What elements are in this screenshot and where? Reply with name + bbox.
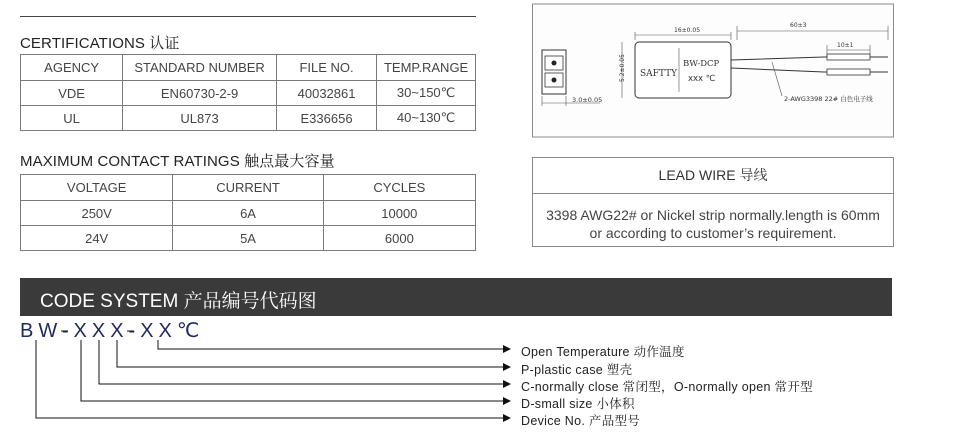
cell-current: 5A	[173, 226, 323, 251]
lead-wire-text: 3398 AWG22# or Nickel strip normally.length is 60mm or according to customer’s requirement.	[546, 207, 880, 241]
legend-small-size: D-small size 小体积	[521, 397, 635, 411]
arrow-open-temperature	[158, 340, 510, 349]
table-row	[21, 106, 476, 131]
cell-voltage: 24V	[21, 226, 173, 251]
cell-standard: EN60730-2-9	[123, 81, 277, 106]
dim-thickness: 3.0±0.05	[572, 96, 603, 104]
header-agency: AGENCY	[21, 55, 123, 81]
wire-strip	[827, 54, 870, 60]
cell-cycles: 6000	[323, 226, 475, 251]
dim-width: 16±0.05	[674, 27, 701, 34]
header-temp-range: TEMP.RANGE	[377, 55, 476, 81]
table-header-row	[21, 55, 476, 81]
top-divider-left	[20, 16, 476, 17]
cell-temp-range: 30~150℃	[377, 81, 476, 106]
dim-height: 5.2±0.05	[619, 54, 626, 82]
lead-wire-title: LEAD WIRE 导线	[533, 158, 893, 194]
header-file-no: FILE NO.	[276, 55, 376, 81]
cell-file-no: E336656	[276, 106, 376, 131]
body-marking-brand: SAFTTY	[640, 69, 678, 79]
header-current: CURRENT	[173, 175, 323, 201]
terminal-dot	[552, 61, 557, 66]
arrow-plastic-case	[117, 340, 510, 367]
arrow-contact-type	[99, 340, 510, 384]
table-row	[21, 81, 476, 106]
cell-agency: VDE	[21, 81, 123, 106]
header-voltage: VOLTAGE	[21, 175, 173, 201]
legend-device-no: Device No. 产品型号	[521, 414, 641, 428]
cell-voltage: 250V	[21, 201, 173, 226]
table-header-row	[21, 175, 476, 201]
wire-note: 2-AWG3398 22# 白色电子线	[784, 95, 873, 103]
header-standard-number: STANDARD NUMBER	[123, 55, 277, 81]
cell-file-no: 40032861	[276, 81, 376, 106]
wire-strip	[827, 69, 870, 75]
technical-drawing	[532, 0, 894, 138]
lead-wire-box	[532, 157, 894, 247]
certifications-table	[20, 54, 476, 131]
legend-contact-type: C-normally close 常闭型，O-normally open 常开型	[521, 380, 813, 394]
header-cycles: CYCLES	[323, 175, 475, 201]
dim-strip: 10±1	[837, 42, 854, 49]
code-string: BW-XXX-XX℃	[20, 320, 205, 342]
arrow-device-no	[36, 340, 510, 418]
ratings-title: MAXIMUM CONTACT RATINGS 触点最大容量	[20, 153, 335, 170]
code-system-title: CODE SYSTEM 产品编号代码图	[40, 291, 317, 312]
legend-plastic-case: P-plastic case 塑壳	[521, 363, 633, 377]
cell-temp-range: 40~130℃	[377, 106, 476, 131]
cell-standard: UL873	[123, 106, 277, 131]
terminal-dot	[552, 78, 557, 83]
certifications-title: CERTIFICATIONS 认证	[20, 35, 180, 52]
cell-cycles: 10000	[323, 201, 475, 226]
legend-open-temperature: Open Temperature 动作温度	[521, 345, 685, 359]
table-row	[21, 201, 476, 226]
table-row	[21, 226, 476, 251]
body-marking-temp: xxx ℃	[688, 74, 716, 84]
cell-agency: UL	[21, 106, 123, 131]
body-marking-model: BW-DCP	[683, 59, 720, 69]
cell-current: 6A	[173, 201, 323, 226]
dim-lead: 60±3	[790, 22, 807, 29]
arrow-small-size	[81, 340, 510, 401]
ratings-table	[20, 174, 476, 251]
code-system-bar	[20, 278, 892, 316]
